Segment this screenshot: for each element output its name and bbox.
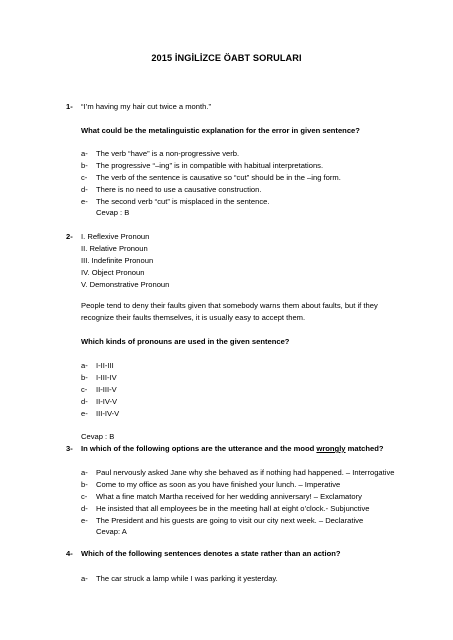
q1-option-a-letter: a-	[81, 149, 88, 158]
q1-option-c-letter: c-	[81, 173, 88, 182]
question-2-answer: Cevap : B	[81, 432, 115, 441]
q2-option-b-letter: b-	[81, 373, 88, 382]
q1-option-d-letter: d-	[81, 185, 88, 194]
page-title: 2015 İNGİLİZCE ÖABT SORULARI	[151, 53, 302, 63]
question-2-number: 2-	[66, 232, 73, 241]
q2-option-c-letter: c-	[81, 385, 88, 394]
q2-passage-line-2: recognize their faults themselves, it is usually easy to accept them.	[81, 313, 306, 322]
q2-list-item-3: III. Indefinite Pronoun	[81, 256, 154, 265]
question-3-prompt-underlined: wrongly	[316, 444, 346, 453]
q2-option-a-letter: a-	[81, 361, 88, 370]
q2-option-e-letter: e-	[81, 409, 88, 418]
question-4-prompt: Which of the following sentences denotes a state rather than an action?	[81, 549, 341, 558]
q3-option-e-letter: e-	[81, 516, 88, 525]
q2-list-item-4: IV. Object Pronoun	[81, 268, 145, 277]
question-3-prompt	[81, 444, 384, 453]
q3-option-b-letter: b-	[81, 480, 88, 489]
q2-option-d: II-IV-V	[96, 397, 118, 406]
question-1-sentence: “I’m having my hair cut twice a month.”	[81, 102, 211, 111]
question-3-prompt-start: In which of the following options are the utterance and the mood	[81, 444, 317, 453]
q4-option-a: The car struck a lamp while I was parking it yesterday.	[96, 574, 278, 583]
q3-option-e: The President and his guests are going to visit our city next week. – Declarative	[96, 516, 364, 525]
question-1-prompt: What could be the metalinguistic explanation for the error in given sentence?	[81, 126, 360, 135]
q1-option-a: The verb “have” is a non-progressive verb.	[96, 149, 240, 158]
q1-option-d: There is no need to use a causative construction.	[96, 185, 262, 194]
q2-option-e: III-IV-V	[96, 409, 120, 418]
q2-list-item-5: V. Demonstrative Pronoun	[81, 280, 170, 289]
q1-option-b: The progressive “–ing” is in compatible with habitual interpretations.	[96, 161, 324, 170]
q2-option-c: II-III-V	[96, 385, 117, 394]
q3-option-c: What a fine match Martha received for her wedding anniversary! – Exclamatory	[96, 492, 362, 501]
q3-option-d-letter: d-	[81, 504, 88, 513]
q3-option-a: Paul nervously asked Jane why she behaved as if nothing had happened. – Interrogative	[96, 468, 395, 477]
q3-option-b: Come to my office as soon as you have finished your lunch. – Imperative	[96, 480, 341, 489]
q2-option-b: I-III-IV	[96, 373, 117, 382]
question-1-answer: Cevap : B	[96, 208, 130, 217]
question-3-prompt-end: matched?	[345, 444, 384, 453]
q2-option-a: I-II-III	[96, 361, 114, 370]
q1-option-c: The verb of the sentence is causative so “cut” should be in the –ing form.	[96, 173, 341, 182]
question-2-prompt: Which kinds of pronouns are used in the given sentence?	[81, 337, 290, 346]
q1-option-e-letter: e-	[81, 197, 88, 206]
q3-option-c-letter: c-	[81, 492, 88, 501]
q1-option-b-letter: b-	[81, 161, 88, 170]
q3-option-a-letter: a-	[81, 468, 88, 477]
q2-passage-line-1: People tend to deny their faults given that somebody warns them about faults, but if they	[81, 301, 378, 310]
question-3-answer: Cevap: A	[96, 527, 127, 536]
q3-option-d: He insisted that all employees be in the meeting hall at eight o’clock.- Subjunctive	[96, 504, 370, 513]
q2-list-item-2: II. Relative Pronoun	[81, 244, 148, 253]
q4-option-a-letter: a-	[81, 574, 88, 583]
q2-list-item-1: I. Reflexive Pronoun	[81, 232, 150, 241]
q2-option-d-letter: d-	[81, 397, 88, 406]
question-3-number: 3-	[66, 444, 73, 453]
q1-option-e: The second verb “cut” is misplaced in the sentence.	[96, 197, 270, 206]
question-4-number: 4-	[66, 549, 73, 558]
question-1-number: 1-	[66, 102, 73, 111]
